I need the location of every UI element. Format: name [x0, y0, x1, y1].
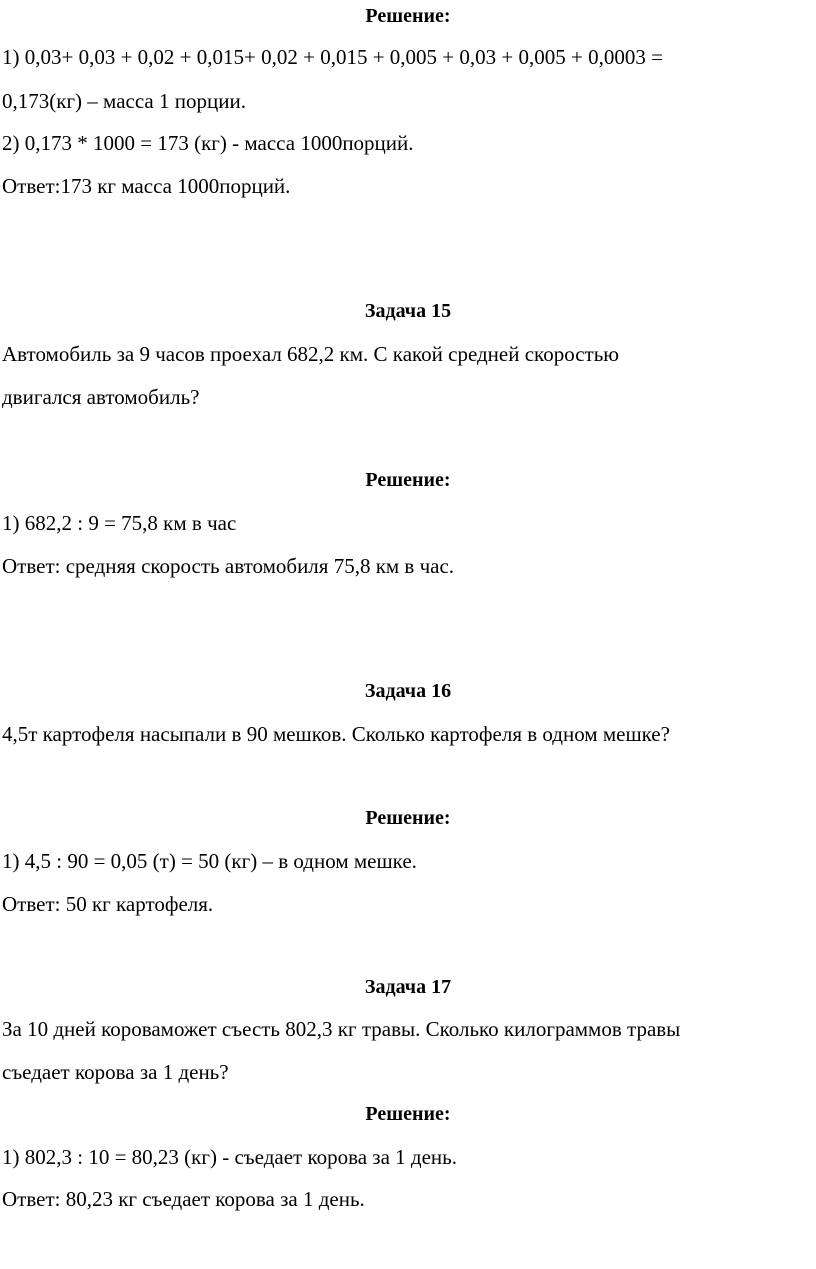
- problem-line: Автомобиль за 9 часов проехал 682,2 км. С какой средней скоростью: [2, 342, 619, 366]
- solution-heading: Решение:: [365, 1103, 451, 1125]
- answer-line: Ответ: 50 кг картофеля.: [2, 892, 214, 916]
- solution-line: 1) 682,2 : 9 = 75,8 км в час: [2, 511, 237, 535]
- solution-line: 1) 4,5 : 90 = 0,05 (т) = 50 (кг) – в одном мешке.: [2, 849, 417, 873]
- problem-line: За 10 дней короваможет съесть 802,3 кг травы. Сколько килограммов травы: [2, 1017, 681, 1041]
- problem-line: двигался автомобиль?: [2, 385, 200, 409]
- solution-line: 1) 0,03+ 0,03 + 0,02 + 0,015+ 0,02 + 0,015 + 0,005 + 0,03 + 0,005 + 0,0003 =: [2, 45, 663, 69]
- problem-line: 4,5т картофеля насыпали в 90 мешков. Сколько картофеля в одном мешке?: [2, 722, 670, 746]
- answer-line: Ответ:173 кг масса 1000порций.: [2, 174, 291, 198]
- solution-line: 0,173(кг) – масса 1 порции.: [2, 89, 246, 113]
- task-title: Задача 17: [364, 976, 452, 998]
- solution-heading: Решение:: [365, 469, 451, 491]
- solution-heading: Решение:: [365, 807, 451, 829]
- task-title: Задача 16: [364, 680, 452, 702]
- solution-line: 2) 0,173 * 1000 = 173 (кг) - масса 1000порций.: [2, 131, 414, 155]
- answer-line: Ответ: 80,23 кг съедает корова за 1 день.: [2, 1187, 365, 1211]
- solution-line: 1) 802,3 : 10 = 80,23 (кг) - съедает корова за 1 день.: [2, 1145, 457, 1169]
- task-title: Задача 15: [364, 300, 452, 322]
- solution-heading: Решение:: [365, 5, 451, 27]
- answer-line: Ответ: средняя скорость автомобиля 75,8 км в час.: [2, 554, 455, 578]
- problem-line: съедает корова за 1 день?: [2, 1060, 229, 1084]
